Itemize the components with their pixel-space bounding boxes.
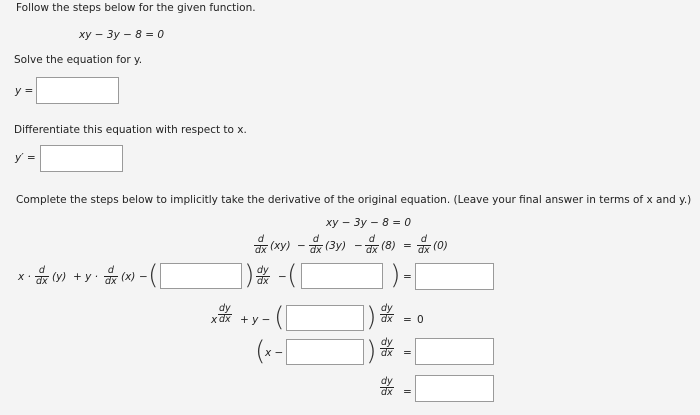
x-minus: x − <box>265 347 284 359</box>
implicit-prompt: Complete the steps below to implicitly take the derivative of the original equation. (Leave your final answer in terms of x and y.) <box>16 194 692 206</box>
frac-den: dx <box>36 276 48 287</box>
minus-sign: − <box>278 271 287 283</box>
frac-num: dy <box>219 303 231 314</box>
open-paren: ( <box>274 302 285 333</box>
final-dydx-input[interactable] <box>415 375 494 402</box>
x-dot: x · <box>18 271 31 283</box>
d-dx-fraction <box>254 235 268 256</box>
instruction-text: Follow the steps below for the given function. <box>16 2 256 14</box>
frac-num: d <box>107 265 114 276</box>
yprime-answer-input[interactable] <box>40 145 123 172</box>
close-paren: ) <box>366 336 377 367</box>
line3-input-1[interactable] <box>160 263 242 289</box>
open-paren: ( <box>255 336 266 367</box>
line3-input-2[interactable] <box>301 263 383 289</box>
frac-den: dx <box>381 314 393 325</box>
dy-dx-fraction <box>218 304 232 325</box>
d-dx-fraction <box>365 235 379 256</box>
line5-result-input[interactable] <box>415 338 494 365</box>
minus-sign: − <box>354 240 363 252</box>
zero-arg: (0) <box>433 240 448 252</box>
line4-input[interactable] <box>286 305 364 331</box>
line5-input[interactable] <box>286 339 364 365</box>
frac-num: d <box>368 234 375 245</box>
dy-dx-fraction <box>256 266 270 287</box>
d-dx-fraction <box>104 266 118 287</box>
open-paren: ( <box>287 260 298 291</box>
frac-den: dx <box>366 245 378 256</box>
x-arg: (x) <box>121 271 136 283</box>
dy-dx-fraction <box>380 377 394 398</box>
close-paren: ) <box>244 260 255 291</box>
frac-den: dx <box>381 387 393 398</box>
equals-sign: = <box>403 314 412 326</box>
close-paren: ) <box>390 260 401 291</box>
dy-dx-fraction <box>380 304 394 325</box>
d-dx-fraction <box>35 266 49 287</box>
equals-sign: = <box>403 347 412 359</box>
frac-num: dy <box>257 265 269 276</box>
frac-num: dy <box>381 376 393 387</box>
frac-num: d <box>38 265 45 276</box>
three-y-arg: (3y) <box>325 240 347 252</box>
dy-dx-fraction <box>380 338 394 359</box>
xy-arg: (xy) <box>270 240 291 252</box>
plus-y-dot: + y · <box>73 271 99 283</box>
frac-den: dx <box>381 348 393 359</box>
equals-sign: = <box>403 271 412 283</box>
frac-num: d <box>312 234 319 245</box>
y-label: y = <box>15 85 34 97</box>
equals-sign: = <box>403 240 412 252</box>
frac-num: dy <box>381 337 393 348</box>
frac-num: d <box>420 234 427 245</box>
frac-den: dx <box>219 314 231 325</box>
x-var: x <box>211 314 218 326</box>
equals-sign: = <box>403 386 412 398</box>
y-answer-input[interactable] <box>36 77 119 104</box>
frac-num: d <box>257 234 264 245</box>
y-arg: (y) <box>52 271 67 283</box>
frac-num: dy <box>381 303 393 314</box>
plus-y-minus: + y − <box>240 314 271 326</box>
differentiate-prompt: Differentiate this equation with respect to x. <box>14 124 247 136</box>
d-dx-fraction <box>417 235 431 256</box>
d-dx-fraction <box>309 235 323 256</box>
open-paren: ( <box>148 260 159 291</box>
work-line-1: xy − 3y − 8 = 0 <box>326 217 412 229</box>
minus-sign: − <box>297 240 306 252</box>
frac-den: dx <box>310 245 322 256</box>
given-equation: xy − 3y − 8 = 0 <box>79 29 165 41</box>
frac-den: dx <box>257 276 269 287</box>
line3-result-input[interactable] <box>415 263 494 290</box>
frac-den: dx <box>255 245 267 256</box>
zero-value: 0 <box>417 314 424 326</box>
frac-den: dx <box>105 276 117 287</box>
close-paren: ) <box>366 302 377 333</box>
minus-sign: − <box>139 271 148 283</box>
yprime-label: y′ = <box>15 152 36 164</box>
solve-prompt: Solve the equation for y. <box>14 54 143 66</box>
eight-arg: (8) <box>381 240 396 252</box>
frac-den: dx <box>418 245 430 256</box>
